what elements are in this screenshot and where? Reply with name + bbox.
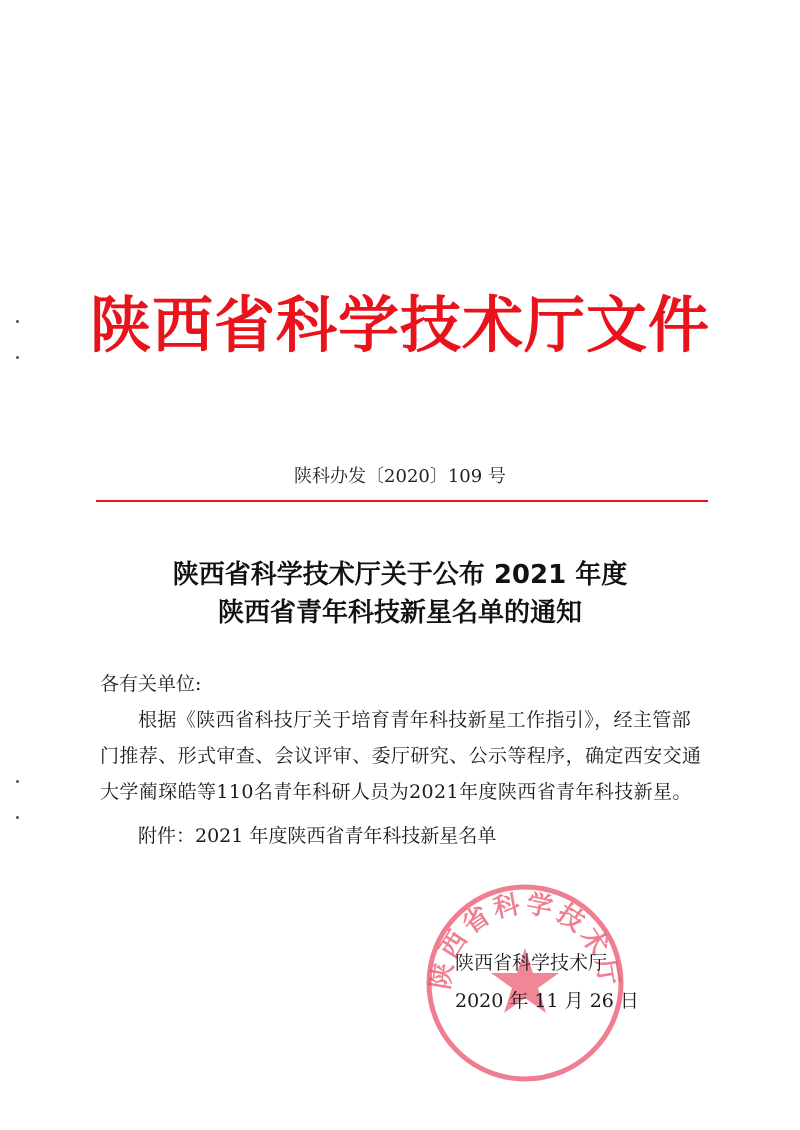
title-line-1: 陕西省科学技术厅关于公布 2021 年度 [172,560,628,590]
document-masthead: 陕西省科学技术厅文件 [89,290,710,361]
signature-date: 2020 年 11 月 26 日 [455,990,639,1012]
signature-org: 陕西省科学技术厅 [455,952,608,974]
attachment-line: 附件：2021 年度陕西省青年科技新星名单 [138,825,497,847]
notice-title [0,556,800,632]
red-divider [96,500,708,502]
margin-dot [16,356,19,359]
title-line-2: 陕西省青年科技新星名单的通知 [217,598,582,628]
signature-block [455,944,639,1020]
notice-body [100,666,710,873]
body-paragraph: 根据《陕西省科技厅关于培育青年科技新星工作指引》，经主管部门推荐、形式审查、会议评审、委厅研究、公示等程序，确定西安交通大学蔺琛皓等110名青年科研人员为2021年度陕西省青年科技新星。 [100,709,702,803]
margin-dot [16,780,19,783]
document-number: 陕科办发〔2020〕109 号 [294,466,506,487]
salutation: 各有关单位: [100,673,202,695]
seal-text: 陕西省科学技术厅 [425,888,625,992]
margin-dot [16,816,19,819]
